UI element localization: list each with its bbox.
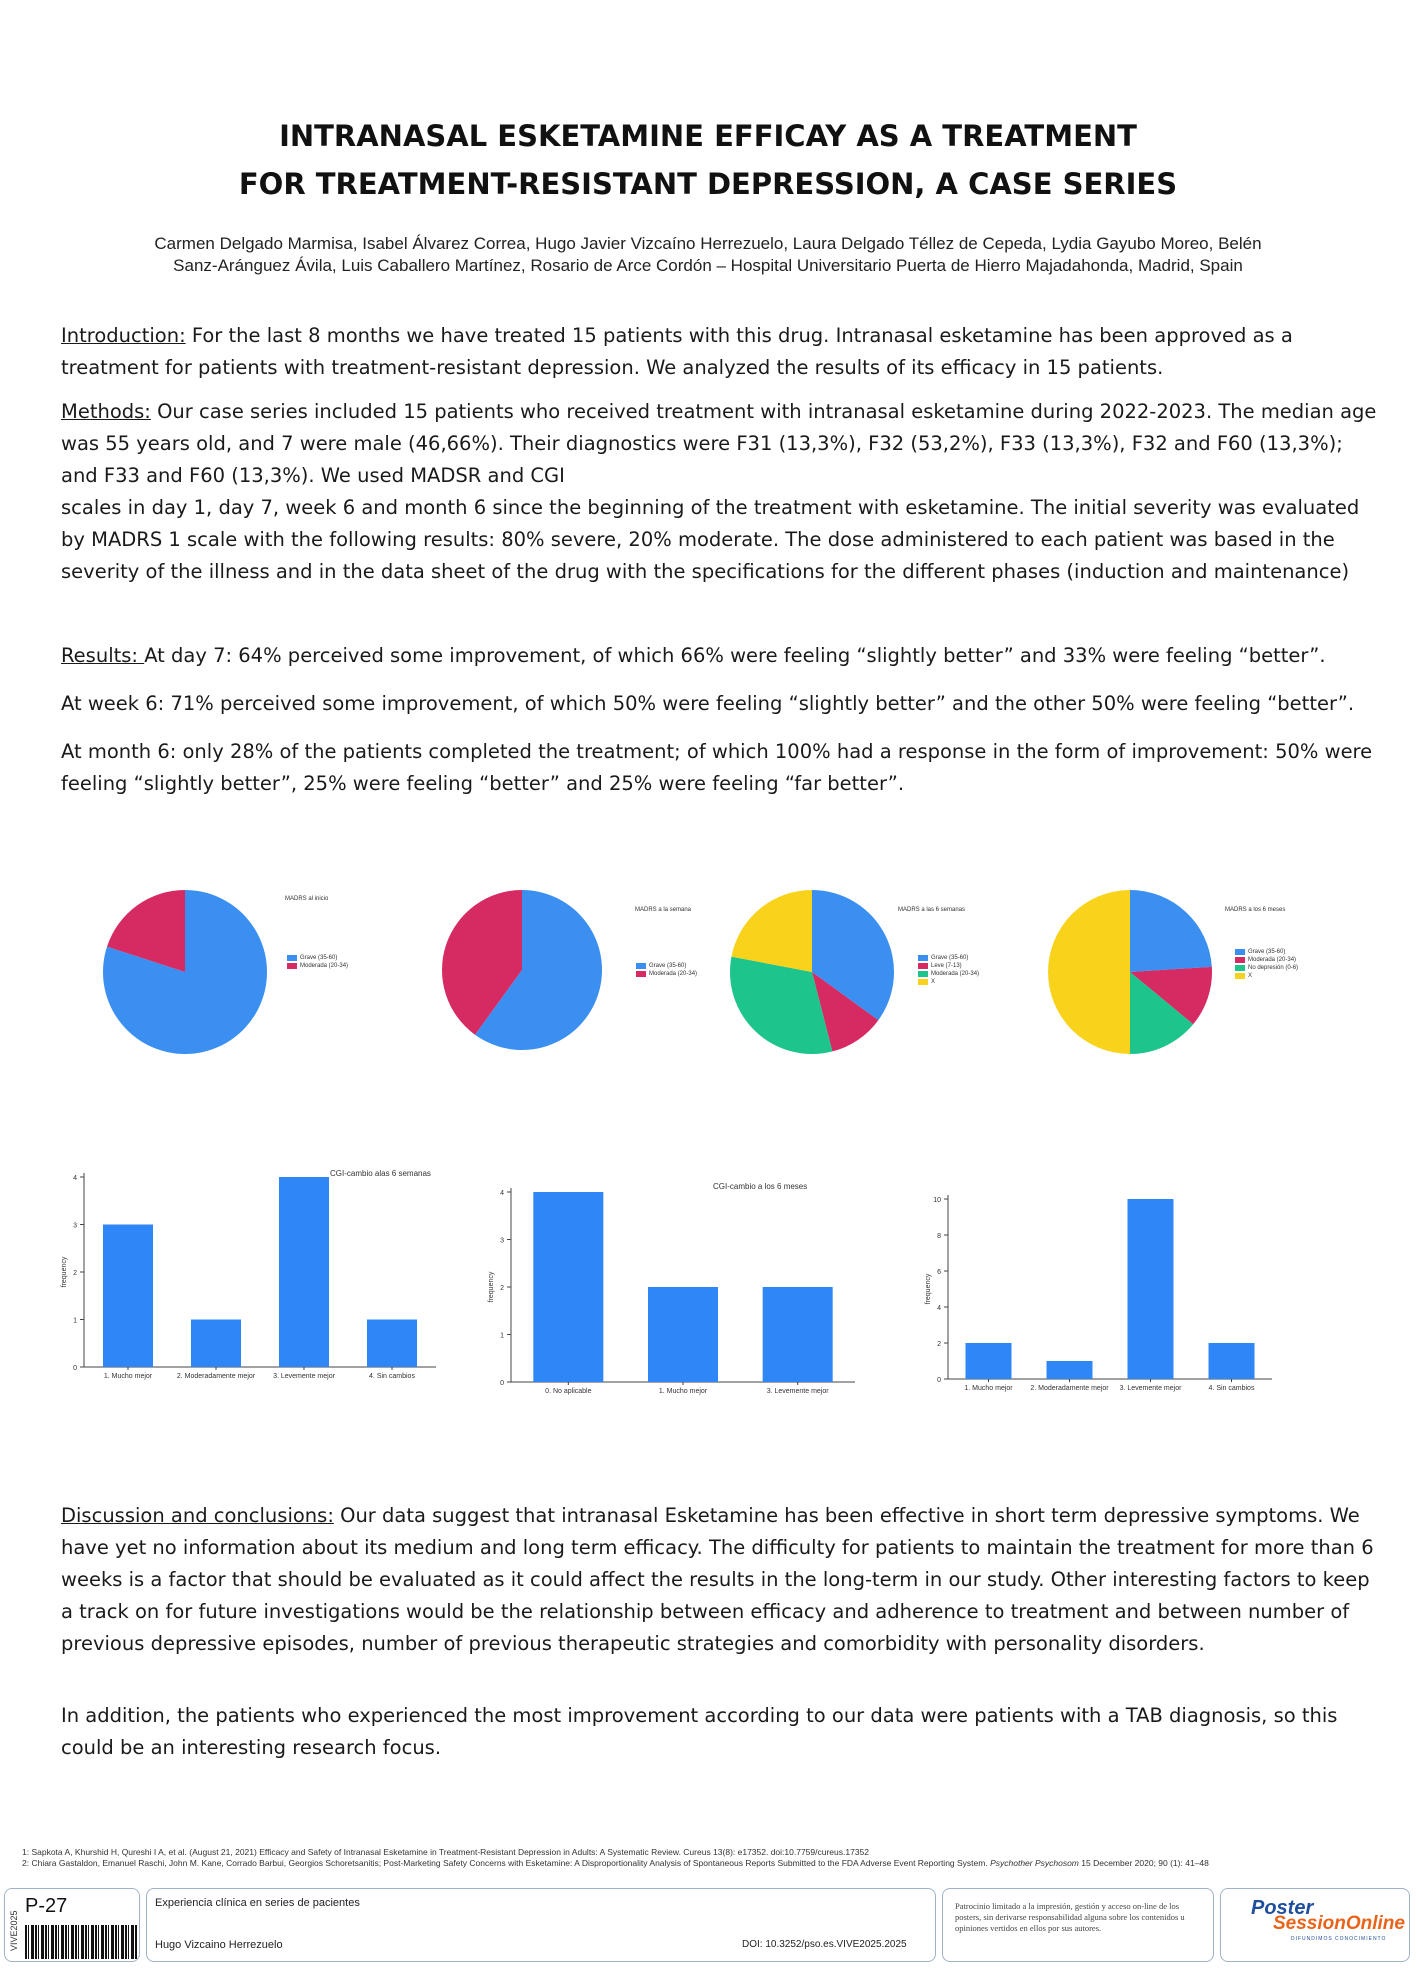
y-tick-label: 8 — [937, 1233, 941, 1240]
x-tick-label: 3. Levemente mejor — [766, 1388, 829, 1395]
y-tick-label: 3 — [73, 1222, 77, 1230]
legend-label: Moderada (20-34) — [931, 971, 980, 977]
legend-entry — [636, 970, 697, 978]
bar — [763, 1287, 833, 1382]
legend-label: Grave (35-60) — [1248, 949, 1286, 955]
legend-swatch — [636, 971, 646, 977]
x-tick-label: 2. Moderadamente mejor — [176, 1373, 256, 1380]
bar — [103, 1225, 153, 1368]
reference-2-main: 2: Chiara Gastaldon, Emanuel Raschi, John M. Kane, Corrado Barbui, Georgios Schoretsanitis; Post-Marketing Safety Concerns with Esketamine: A Disproportionality Analysis of Spontaneous Reports Submitted to the FDA Adverse Event Reporting System. — [22, 1858, 991, 1868]
logo-poster: Poster — [1251, 1897, 1314, 1919]
y-axis-label: frequency — [61, 1256, 68, 1288]
poster-info-box — [146, 1888, 936, 1962]
y-tick-label: 1 — [73, 1317, 77, 1325]
x-tick-label: 3. Levemente mejor — [1119, 1385, 1182, 1392]
poster-id-box — [4, 1888, 140, 1962]
authors-line-1: Carmen Delgado Marmisa, Isabel Álvarez Correa, Hugo Javier Vizcaíno Herrezuelo, Laura Delgado Téllez de Cepeda, Lydia Gayubo Moreo, Belén — [154, 234, 1262, 253]
event-code: VIVE2025 — [9, 1910, 19, 1951]
bar-chart-cgi-6-meses — [485, 1178, 860, 1400]
legend-swatch — [1235, 957, 1245, 963]
poster-number: P-27 — [25, 1895, 68, 1917]
presenter-name: Hugo Vizcaino Herrezuelo — [155, 1939, 283, 1951]
y-axis-label: frequency — [925, 1273, 932, 1305]
y-tick-label: 10 — [933, 1197, 941, 1204]
addition-section — [61, 1700, 1381, 1764]
legend-swatch — [636, 963, 646, 969]
y-tick-label: 4 — [73, 1175, 77, 1182]
legend-swatch — [1235, 973, 1245, 979]
bar-svg — [485, 1178, 860, 1400]
methods-text-2: scales in day 1, day 7, week 6 and month 6 since the beginning of the treatment with esketamine. The initial severity was evaluated by MADRS 1 scale with the following results: 80% severe, 20% moderate. The dose administered to each patient was based in the severity of the illness and in the data sheet of the drug with the specifications for the different phases (induction and maintenance) — [61, 496, 1360, 583]
legend-label: X — [1248, 973, 1253, 979]
x-tick-label: 4. Sin cambios — [1208, 1385, 1255, 1392]
pie-slice — [1048, 890, 1130, 1054]
legend-swatch — [287, 963, 297, 969]
bar-svg — [60, 1165, 440, 1385]
results-day7: At day 7: 64% perceived some improvement, of which 66% were feeling “slightly better” and 33% were feeling “better”. — [144, 644, 1326, 667]
title-line-2: FOR TREATMENT-RESISTANT DEPRESSION, A CASE SERIES — [238, 167, 1178, 201]
logo-box — [1220, 1888, 1410, 1962]
reference-2-journal: Psychother Psychosom — [990, 1858, 1079, 1868]
legend-entry — [918, 954, 979, 962]
y-tick-label: 4 — [500, 1190, 504, 1197]
y-tick-label: 0 — [500, 1380, 504, 1387]
pie-chart-madrs-inicio — [95, 880, 395, 1060]
pie-title: MADRS a la semana — [635, 907, 692, 913]
bar — [191, 1320, 241, 1368]
x-tick-label: 1. Mucho mejor — [964, 1385, 1013, 1392]
introduction-text: For the last 8 months we have treated 15 patients with this drug. Intranasal esketamine has been approved as a treatment for patients with treatment-resistant depression. We analyzed the results of its efficacy in 15 patients. — [61, 324, 1293, 379]
legend-swatch — [918, 971, 928, 977]
bar-chart-cgi-6-semanas — [60, 1165, 440, 1385]
introduction-heading: Introduction: — [61, 324, 186, 347]
pie-svg — [450, 880, 650, 1060]
y-tick-label: 3 — [500, 1237, 504, 1245]
results-month6-text: At month 6: only 28% of the patients completed the treatment; of which 100% had a response in the form of improvement: 50% were feeling “slightly better”, 25% were feeling “better” and 25% were feeling “far better”. — [61, 740, 1373, 795]
bar-chart-title: CGI-cambio alas 6 semanas — [330, 1169, 431, 1178]
legend-entry — [1235, 964, 1298, 972]
legend-swatch — [1235, 949, 1245, 955]
pie-slice — [1130, 890, 1212, 972]
authors — [110, 233, 1306, 277]
y-tick-label: 0 — [73, 1365, 77, 1372]
x-tick-label: 2. Moderadamente mejor — [1030, 1385, 1109, 1392]
y-tick-label: 2 — [937, 1341, 941, 1348]
legend-entry — [918, 970, 979, 978]
legend-entry — [1235, 948, 1298, 956]
results-month6 — [61, 736, 1381, 800]
reference-1: 1: Sapkota A, Khurshid H, Qureshi I A, et al. (August 21, 2021) Efficacy and Safety of Intranasal Esketamine in Treatment-Resistant Depression in Adults: A Systematic Review. Cureus 13(8): e17352. doi:10.7759/cureus.17352 — [22, 1847, 870, 1857]
legend-entry — [287, 962, 348, 970]
barcode-icon — [25, 1925, 137, 1959]
y-axis-label: frequency — [488, 1271, 495, 1303]
bar — [1128, 1199, 1174, 1379]
reference-2-tail: 15 December 2020; 90 (1): 41–48 — [1078, 1858, 1209, 1868]
doi: DOI: 10.3252/pso.es.VIVE2025.2025 — [742, 1939, 907, 1950]
results-week6-text: At week 6: 71% perceived some improvement, of which 50% were feeling “slightly better” and the other 50% were feeling “better”. — [61, 692, 1355, 715]
pie-chart-madrs-6-semanas — [728, 880, 1028, 1060]
pie-chart-madrs-6-meses — [1055, 880, 1385, 1060]
pie-title: MADRS al inicio — [285, 896, 329, 902]
methods-heading: Methods: — [61, 400, 151, 423]
bar-chart-title: CGI-cambio a los 6 meses — [713, 1182, 808, 1191]
y-tick-label: 0 — [937, 1377, 941, 1384]
x-tick-label: 1. Mucho mejor — [658, 1388, 708, 1395]
legend-entry — [636, 962, 697, 970]
authors-line-2: Sanz-Aránguez Ávila, Luis Caballero Martínez, Rosario de Arce Cordón – Hospital Universitario Puerta de Hierro Majadahonda, Madrid, Spain — [173, 256, 1243, 275]
bar — [279, 1177, 329, 1367]
bar — [367, 1320, 417, 1368]
legend-label: Grave (35-60) — [300, 955, 338, 961]
legend-label: Moderada (20-34) — [649, 971, 698, 977]
x-tick-label: 1. Mucho mejor — [103, 1373, 153, 1380]
legend-label: X — [931, 979, 936, 985]
legend-swatch — [918, 963, 928, 969]
pie-legend — [287, 954, 348, 970]
bar-chart-cgi-combined — [910, 1185, 1275, 1395]
logo-tagline: DIFUNDIMOS CONOCIMIENTO — [1291, 1936, 1387, 1942]
x-tick-label: 4. Sin cambios — [369, 1373, 415, 1380]
introduction-section — [61, 320, 1381, 384]
pie-chart-madrs-semana — [450, 880, 750, 1060]
disclaimer-box — [942, 1888, 1214, 1962]
legend-label: Moderada (20-34) — [300, 963, 349, 969]
legend-entry — [1235, 972, 1298, 980]
bar — [533, 1192, 603, 1382]
legend-entry — [918, 962, 979, 970]
results-week6 — [61, 688, 1381, 720]
legend-entry — [1235, 956, 1298, 964]
legend-swatch — [918, 979, 928, 985]
pie-legend — [1235, 948, 1298, 980]
discussion-section — [61, 1500, 1381, 1660]
bar — [1047, 1361, 1093, 1379]
legend-swatch — [918, 955, 928, 961]
legend-label: Moderada (20-34) — [1248, 957, 1297, 963]
bar — [1209, 1343, 1255, 1379]
logo-session-online: SessionOnline — [1273, 1913, 1405, 1934]
legend-entry — [287, 954, 348, 962]
legend-label: No depresión (0-6) — [1248, 965, 1299, 971]
bar — [966, 1343, 1012, 1379]
y-tick-label: 2 — [73, 1270, 77, 1277]
pie-title: MADRS a las 6 semanas — [898, 907, 966, 913]
y-tick-label: 1 — [500, 1332, 504, 1340]
x-tick-label: 3. Levemente mejor — [273, 1373, 335, 1380]
discussion-heading: Discussion and conclusions: — [61, 1504, 334, 1527]
legend-label: Grave (35-60) — [649, 963, 687, 969]
y-tick-label: 4 — [937, 1305, 941, 1312]
pie-legend — [918, 954, 979, 986]
methods-text-1: Our case series included 15 patients who received treatment with intranasal esketamine during 2022-2023. The median age was 55 years old, and 7 were male (46,66%). Their diagnostics were F31 (13,3%), F32 (53,2%), F33 (13,3%), F32 and F60 (13,3%); and F33 and F60 (13,3%). We used MADSR and CGI — [61, 400, 1377, 487]
y-tick-label: 6 — [937, 1269, 941, 1276]
addition-text: In addition, the patients who experienced the most improvement according to our data were patients with a TAB diagnosis, so this could be an interesting research focus. — [61, 1704, 1338, 1759]
footer — [4, 1888, 1412, 1964]
pie-title: MADRS a los 6 meses — [1225, 907, 1286, 913]
results-section — [61, 640, 1381, 672]
legend-label: Leve (7-13) — [931, 963, 962, 969]
x-tick-label: 0. No aplicable — [545, 1388, 592, 1395]
pie-legend — [636, 962, 697, 978]
legend-entry — [918, 978, 979, 986]
bar — [648, 1287, 718, 1382]
references — [22, 1847, 1402, 1869]
pie-svg — [95, 880, 295, 1060]
bar-svg — [910, 1185, 1275, 1395]
methods-section — [61, 396, 1381, 588]
reference-2 — [22, 1858, 1402, 1869]
title-line-1: INTRANASAL ESKETAMINE EFFICAY AS A TREATMENT — [279, 119, 1137, 153]
poster-category: Experiencia clínica en series de pacientes — [155, 1897, 360, 1909]
results-heading: Results: — [61, 644, 145, 667]
poster-title — [0, 112, 1416, 208]
y-tick-label: 2 — [500, 1285, 504, 1292]
legend-label: Grave (35-60) — [931, 955, 969, 961]
discussion-text: Our data suggest that intranasal Esketamine has been effective in short term depressive symptoms. We have yet no information about its medium and long term efficacy. The difficulty for patients to maintain the treatment for more than 6 weeks is a factor that should be evaluated as it could affect the results in the long-term in our study. Other interesting factors to keep a track on for future investigations would be the relationship between efficacy and adherence to treatment and between number of previous depressive episodes, number of previous therapeutic strategies and comorbidity with personality disorders. — [61, 1504, 1374, 1655]
legend-swatch — [1235, 965, 1245, 971]
disclaimer-text: Patrocinio limitado a la impresión, gestión y acceso on-line de los posters, sin derivarse responsabilidad alguna sobre los contenidos u opiniones vertidos en ellos por sus autores. — [955, 1901, 1185, 1933]
legend-swatch — [287, 955, 297, 961]
